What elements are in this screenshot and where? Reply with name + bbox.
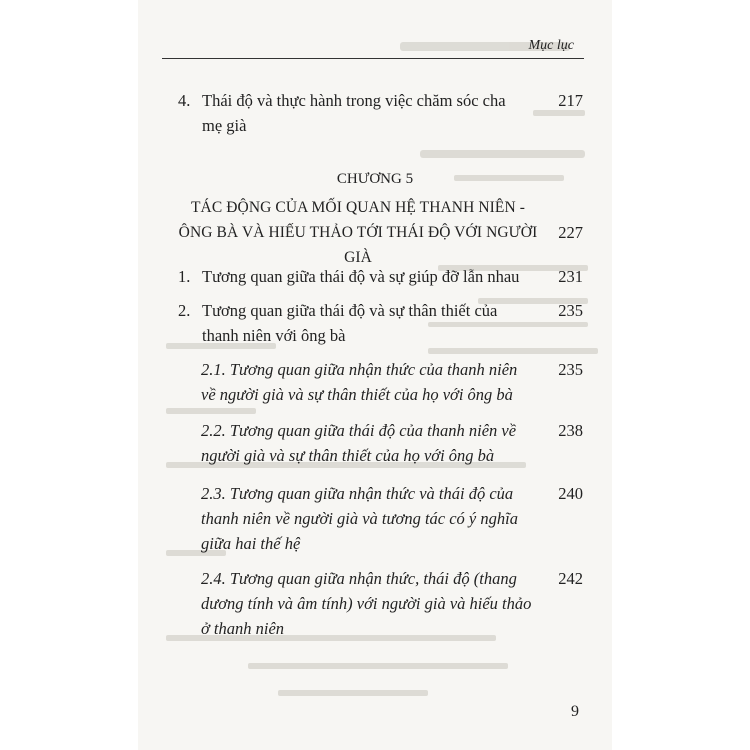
- entry-page-number: 217: [558, 91, 583, 110]
- toc-subentry[interactable]: 2.4. Tương quan giữa nhận thức, thái độ (thang dương tính và âm tính) với người già và hiếu thảo ở thanh niên: [201, 569, 532, 638]
- toc-subentry[interactable]: 2.3. Tương quan giữa nhận thức và thái độ của thanh niên về người già và tương tác có ý nghĩa giữa hai thế hệ: [201, 484, 518, 553]
- header-rule: [162, 58, 584, 59]
- entry-page-number: 238: [558, 421, 583, 440]
- entry-title: Tương quan giữa thái độ và sự giúp đỡ lẫn nhau: [202, 267, 520, 286]
- entry-number: 4.: [178, 91, 191, 110]
- chapter-heading[interactable]: TÁC ĐỘNG CỦA MỐI QUAN HỆ THANH NIÊN - ÔNG BÀ VÀ HIẾU THẢO TỚI THÁI ĐỘ VỚI NGƯỜI GIÀ: [178, 199, 538, 266]
- toc-subentry[interactable]: 2.1. Tương quan giữa nhận thức của thanh niên về người già và sự thân thiết của họ với ông bà: [201, 360, 518, 404]
- chapter-label: CHƯƠNG 5: [336, 171, 414, 187]
- chapter-page-number: 227: [558, 223, 583, 242]
- running-head: Mục lục: [528, 38, 574, 53]
- entry-page-number: 240: [558, 484, 583, 503]
- entry-title: Tương quan giữa thái độ và sự thân thiết của thanh niên với ông bà: [202, 301, 498, 345]
- entry-title: Thái độ và thực hành trong việc chăm sóc cha mẹ già: [202, 91, 506, 135]
- toc-entry[interactable]: [178, 298, 578, 348]
- page-number: 9: [571, 703, 579, 720]
- toc-entry[interactable]: [178, 264, 578, 289]
- entry-number: 2.: [178, 301, 191, 320]
- toc-subentry[interactable]: 2.2. Tương quan giữa thái độ của thanh niên về người già và sự thân thiết của họ với ông bà: [201, 421, 517, 465]
- entry-number: 1.: [178, 267, 191, 286]
- book-page: [138, 0, 612, 750]
- entry-page-number: 231: [558, 267, 583, 286]
- entry-page-number: 235: [558, 301, 583, 320]
- entry-page-number: 242: [558, 569, 583, 588]
- toc-entry[interactable]: [178, 88, 583, 138]
- entry-page-number: 235: [558, 360, 583, 379]
